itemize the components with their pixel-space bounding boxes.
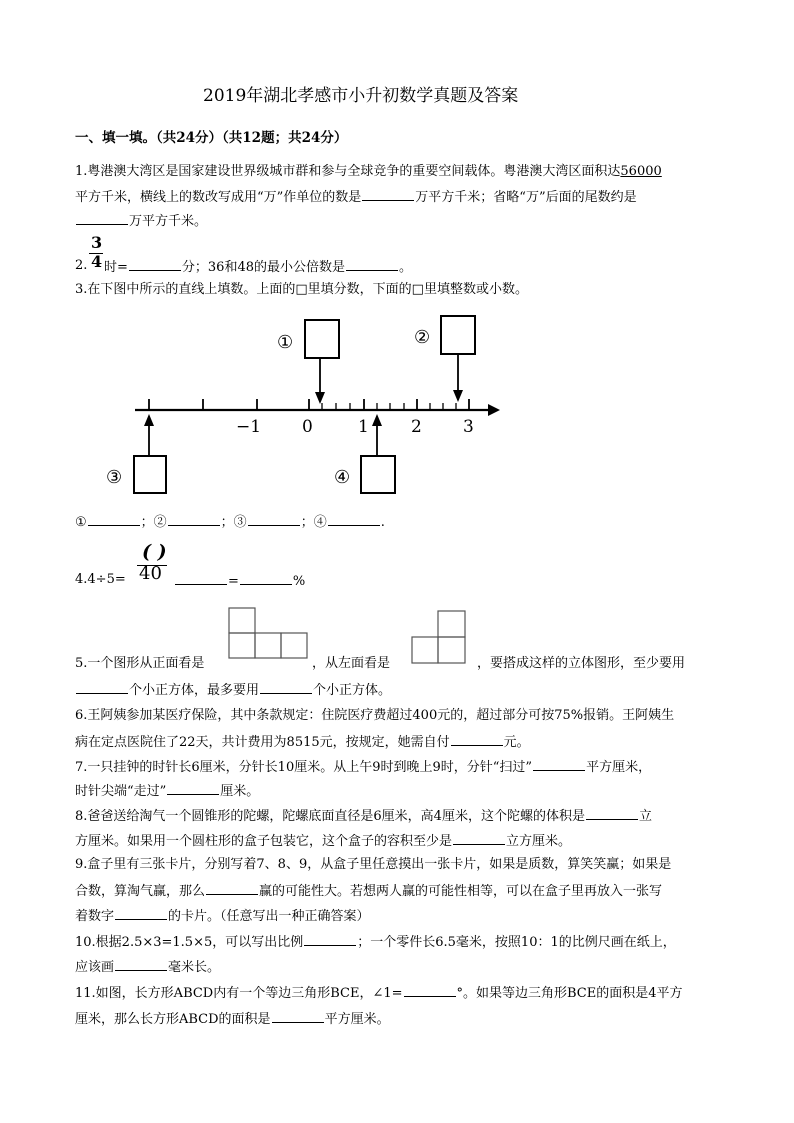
question-10-line-1 [75,933,676,951]
answer-blank[interactable] [167,782,219,795]
q11-text-1a: 11.如图，长方形ABCD内有一个等边三角形BCE，∠1= [75,986,403,1001]
question-11-line-1 [75,984,683,1002]
tick-label-1: 1 [358,417,369,437]
marker-3: ③ [106,467,123,488]
q2-prefix: 2. [75,258,88,273]
q2-fraction-numerator: 3 [91,233,103,252]
marker-2: ② [414,327,431,348]
answer-blank[interactable] [586,807,638,820]
question-3: 3.在下图中所示的直线上填数。上面的□里填分数，下面的□里填整数或小数。 [75,282,528,297]
number-line-figure [0,0,794,520]
left-view-figure [411,610,467,664]
answer-blank[interactable] [248,513,300,526]
q10-text-2b: 毫米长。 [168,960,221,975]
q10-text-2a: 应该画 [75,960,115,975]
question-9-line-1: 9.盒子里有三张卡片，分别写着7、8、9，从盒子里任意摸出一张卡片，如果是质数，算笑笑赢；如果是 [75,857,672,872]
page-title: 2019年湖北孝感市小升初数学真题及答案 [203,86,519,106]
question-5-line-2 [75,681,391,699]
tick-label-0: 0 [302,417,313,437]
q4-percent: % [292,574,306,589]
answer-box-4 [361,456,395,493]
answer-blank[interactable] [451,733,503,746]
question-5-c: ，要搭成这样的立体图形，至少要用 [477,656,686,671]
question-7-line-2 [75,782,259,800]
q8-text-1a: 8.爸爸送给淘气一个圆锥形的陀螺，陀螺底面直径是6厘米，高4厘米，这个陀螺的体积是 [75,809,585,824]
answer-blank[interactable] [115,958,167,971]
q9-text-3b: 的卡片。（任意写出一种正确答案） [168,909,370,924]
question-8-line-2 [75,832,571,850]
answer-box-1 [305,320,339,358]
question-5-b: ，从左面看是 [312,656,391,671]
q4-fraction-numerator: ( ) [142,541,167,563]
q4-eq: = [228,574,239,589]
answer-label-3: ；③ [220,515,247,530]
q2-text-c: 。 [399,260,413,275]
answer-blank[interactable] [453,832,505,845]
answer-blank[interactable] [328,513,380,526]
answer-label-2: ；② [140,515,167,530]
section-heading: 一、填一填。（共24分）（共12题；共24分） [75,130,348,146]
q4-fraction-denominator: 40 [139,563,162,584]
answer-blank[interactable] [533,758,585,771]
q1-text-2b: 万平方千米；省略“万”后面的尾数约是 [415,190,637,205]
q7-text-1a: 7.一只挂钟的时针长6厘米，分针长10厘米。从上午9时到晚上9时，分针“扫过” [75,760,533,775]
answer-blank[interactable] [76,681,128,694]
answer-end: . [380,515,385,530]
answer-blank[interactable] [88,513,140,526]
q11-text-1b: °。如果等边三角形BCE的面积是4平方 [456,986,683,1001]
q2-text-a: 时= [104,260,128,275]
tick-label-3: 3 [463,417,474,437]
question-4 [174,572,305,590]
q7-text-2a: 时针尖端“走过” [75,784,167,799]
q1-text-3: 万平方千米。 [129,214,208,229]
front-view-figure [228,607,308,657]
question-11-line-2 [75,1010,390,1028]
answer-label-4: ；④ [300,515,327,530]
tick-label-neg1: −1 [236,417,262,437]
marker-4: ④ [334,467,351,488]
number-line-arrow [488,404,500,416]
question-9-line-2 [75,882,662,900]
q9-text-2a: 合数，算淘气赢，那么 [75,884,206,899]
question-7-line-1 [75,758,651,776]
marker-1: ① [277,332,294,353]
q1-text-2a: 平方千米，横线上的数改写成用“万”作单位的数是 [75,190,362,205]
question-8-line-1 [75,807,652,825]
q8-text-2a: 方厘米。如果用一个圆柱形的盒子包装它，这个盒子的容积至少是 [75,834,453,849]
answer-blank[interactable] [272,1010,324,1023]
q5-text-d: 个小正方体，最多要用 [129,683,260,698]
answer-blank[interactable] [206,882,258,895]
q8-text-1b: 立 [638,809,652,824]
q10-text-1a: 10.根据2.5×3=1.5×5，可以写出比例 [75,935,304,950]
question-10-line-2 [75,958,220,976]
answer-blank[interactable] [240,572,292,585]
question-3-answers [75,513,385,531]
q1-text: 1.粤港澳大湾区是国家建设世界级城市群和参与全球竞争的重要空间载体。粤港澳大湾区面积达 [75,164,621,179]
answer-blank[interactable] [175,572,227,585]
answer-box-2 [441,316,475,354]
q9-text-2b: 赢的可能性大。若想两人赢的可能性相等，可以在盒子里再放入一张写 [259,884,663,899]
q7-text-1b: 平方厘米， [586,760,652,775]
major-ticks [149,399,469,410]
q6-text-2a: 病在定点医院住了22天，共计费用为8515元，按规定，她需自付 [75,735,450,750]
q11-text-2b: 平方厘米。 [324,1012,390,1027]
q5-text-e: 个小正方体。 [313,683,392,698]
q2-fraction-denominator: 4 [91,252,103,271]
question-6-line-1: 6.王阿姨参加某医疗保险，其中条款规定：住院医疗费超过400元的，超过部分可按75%报销。王阿姨生 [75,708,675,723]
q9-text-3a: 着数字 [75,909,115,924]
q4-prefix: 4.4÷5= [75,572,126,587]
tick-label-2: 2 [411,417,422,437]
question-5-a: 5.一个图形从正面看是 [75,656,205,671]
answer-box-3 [134,456,166,493]
answer-label-1: ① [75,515,87,530]
answer-blank[interactable] [168,513,220,526]
answer-blank[interactable] [404,984,456,997]
q10-text-1b: ；一个零件长6.5毫米，按照10：1的比例尺画在纸上， [357,935,676,950]
q2-text-b: 分；36和48的最小公倍数是 [181,260,345,275]
question-6-line-2 [75,733,530,751]
q7-text-2b: 厘米。 [220,784,260,799]
answer-blank[interactable] [115,907,167,920]
q8-text-2b: 立方厘米。 [506,834,572,849]
answer-blank[interactable] [260,681,312,694]
q11-text-2a: 厘米，那么长方形ABCD的面积是 [75,1012,271,1027]
question-9-line-3 [75,907,370,925]
q6-text-2b: 元。 [503,735,530,750]
answer-blank[interactable] [304,933,356,946]
q1-area-value: 56000 [620,164,662,179]
